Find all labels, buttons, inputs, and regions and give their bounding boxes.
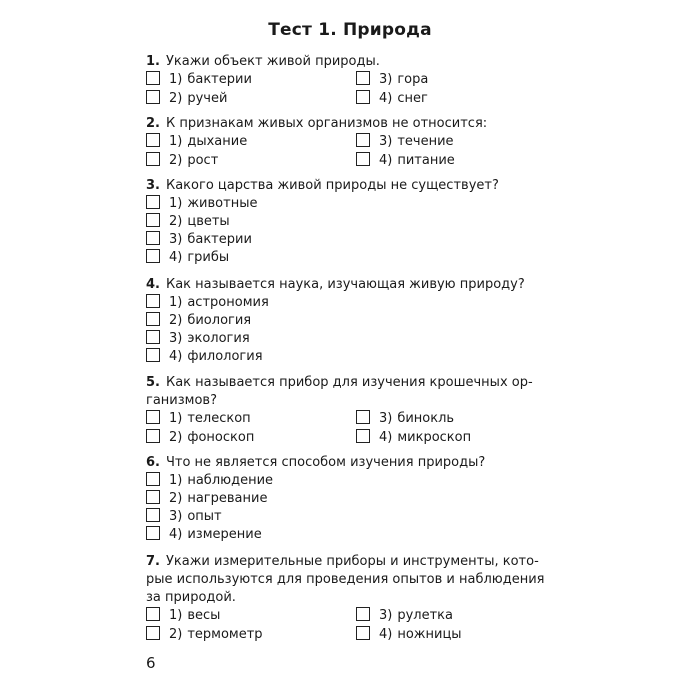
option-2[interactable]: 2) нагревание	[146, 490, 267, 508]
option-4[interactable]: 4) измерение	[146, 526, 262, 544]
checkbox[interactable]	[146, 410, 160, 424]
option-label: ручей	[187, 91, 228, 106]
option-1[interactable]: 1) весы	[146, 607, 220, 625]
option-label: нагревание	[187, 491, 268, 506]
checkbox[interactable]	[356, 626, 370, 640]
option-label: ножницы	[397, 627, 462, 642]
question-number: 2.	[146, 116, 160, 131]
option-label: бактерии	[187, 232, 252, 247]
question-prompt: Какого царства живой природы не существует?	[165, 178, 499, 193]
options	[146, 133, 566, 171]
option-label: животные	[187, 196, 258, 211]
question-prompt-line-1: Укажи измерительные приборы и инструменты, кото-	[165, 554, 539, 569]
checkbox[interactable]	[146, 490, 160, 504]
question-number: 5.	[146, 375, 160, 390]
question-prompt-line-3: за природой.	[146, 590, 236, 605]
page-title: Тест 1. Природа	[268, 20, 432, 40]
question-text	[146, 115, 566, 133]
checkbox[interactable]	[146, 90, 160, 104]
option-label: рост	[187, 153, 219, 168]
checkbox[interactable]	[146, 508, 160, 522]
options	[146, 71, 566, 109]
checkbox[interactable]	[146, 472, 160, 486]
checkbox[interactable]	[146, 71, 160, 85]
question-1	[146, 53, 566, 109]
question-prompt: Укажи объект живой природы.	[165, 54, 380, 69]
option-label: снег	[397, 91, 428, 106]
checkbox[interactable]	[146, 312, 160, 326]
option-2[interactable]: 2) биология	[146, 312, 251, 330]
option-2[interactable]: 2) ручей	[146, 90, 227, 108]
option-label: измерение	[187, 527, 262, 542]
checkbox[interactable]	[146, 294, 160, 308]
options	[146, 607, 566, 645]
checkbox[interactable]	[146, 133, 160, 147]
question-prompt-line-2: рые используются для проведения опытов и наблюдения	[146, 572, 545, 587]
option-3[interactable]: 3) течение	[356, 133, 454, 151]
option-4[interactable]: 4) снег	[356, 90, 428, 108]
option-label: бактерии	[187, 72, 252, 87]
checkbox[interactable]	[356, 90, 370, 104]
option-label: наблюдение	[187, 473, 274, 488]
checkbox[interactable]	[356, 607, 370, 621]
question-3	[146, 177, 566, 269]
checkbox[interactable]	[146, 429, 160, 443]
question-number: 1.	[146, 54, 160, 69]
option-3[interactable]: 3) рулетка	[356, 607, 453, 625]
option-label: термометр	[187, 627, 263, 642]
checkbox[interactable]	[146, 526, 160, 540]
option-1[interactable]: 1) бактерии	[146, 71, 252, 89]
question-prompt: Что не является способом изучения природы?	[165, 455, 486, 470]
options	[146, 294, 566, 368]
option-label: течение	[397, 134, 454, 149]
question-text	[146, 454, 566, 472]
question-number: 3.	[146, 178, 160, 193]
question-prompt: К признакам живых организмов не относится:	[165, 116, 488, 131]
options	[146, 410, 566, 448]
question-4	[146, 276, 566, 368]
question-text	[146, 276, 566, 294]
option-3[interactable]: 3) бинокль	[356, 410, 454, 428]
checkbox[interactable]	[356, 71, 370, 85]
option-3[interactable]: 3) бактерии	[146, 231, 252, 249]
option-label: рулетка	[397, 608, 453, 623]
options	[146, 472, 566, 546]
option-1[interactable]: 1) дыхание	[146, 133, 247, 151]
option-3[interactable]: 3) гора	[356, 71, 428, 89]
option-4[interactable]: 4) грибы	[146, 249, 229, 267]
question-5	[146, 374, 566, 448]
option-4[interactable]: 4) ножницы	[356, 626, 462, 644]
option-4[interactable]: 4) микроскоп	[356, 429, 471, 447]
question-number: 4.	[146, 277, 160, 292]
option-label: опыт	[187, 509, 222, 524]
option-label: биология	[187, 313, 252, 328]
checkbox[interactable]	[146, 626, 160, 640]
checkbox[interactable]	[146, 195, 160, 209]
question-7	[146, 553, 566, 645]
option-1[interactable]: 1) наблюдение	[146, 472, 273, 490]
option-4[interactable]: 4) филология	[146, 348, 263, 366]
question-text	[146, 53, 566, 71]
question-prompt-line-2: ганизмов?	[146, 393, 217, 408]
options	[146, 195, 566, 269]
checkbox[interactable]	[146, 213, 160, 227]
question-text	[146, 374, 566, 392]
option-label: дыхание	[187, 134, 248, 149]
option-label: телескоп	[187, 411, 251, 426]
option-label: бинокль	[397, 411, 455, 426]
question-number: 6.	[146, 455, 160, 470]
checkbox[interactable]	[146, 152, 160, 166]
option-1[interactable]: 1) животные	[146, 195, 257, 213]
checkbox[interactable]	[356, 429, 370, 443]
option-label: экология	[187, 331, 250, 346]
option-4[interactable]: 4) питание	[356, 152, 455, 170]
page-number: 6	[146, 654, 156, 672]
checkbox[interactable]	[146, 330, 160, 344]
option-label: грибы	[187, 250, 230, 265]
question-text	[146, 553, 566, 571]
option-label: цветы	[187, 214, 230, 229]
option-2[interactable]: 2) цветы	[146, 213, 230, 231]
question-6	[146, 454, 566, 546]
question-2	[146, 115, 566, 171]
option-label: весы	[187, 608, 221, 623]
option-3[interactable]: 3) опыт	[146, 508, 222, 526]
option-2[interactable]: 2) термометр	[146, 626, 263, 644]
option-2[interactable]: 2) фоноскоп	[146, 429, 254, 447]
question-prompt-line-1: Как называется прибор для изучения крошечных ор-	[165, 375, 533, 390]
option-1[interactable]: 1) телескоп	[146, 410, 251, 428]
option-label: гора	[397, 72, 429, 87]
checkbox[interactable]	[146, 231, 160, 245]
option-3[interactable]: 3) экология	[146, 330, 250, 348]
checkbox[interactable]	[146, 249, 160, 263]
checkbox[interactable]	[356, 152, 370, 166]
checkbox[interactable]	[356, 133, 370, 147]
checkbox[interactable]	[146, 607, 160, 621]
checkbox[interactable]	[146, 348, 160, 362]
option-label: микроскоп	[397, 430, 472, 445]
option-2[interactable]: 2) рост	[146, 152, 218, 170]
option-1[interactable]: 1) астрономия	[146, 294, 269, 312]
question-prompt: Как называется наука, изучающая живую природу?	[165, 277, 525, 292]
option-label: филология	[187, 349, 263, 364]
option-label: питание	[397, 153, 455, 168]
question-number: 7.	[146, 554, 160, 569]
checkbox[interactable]	[356, 410, 370, 424]
option-label: астрономия	[187, 295, 269, 310]
option-label: фоноскоп	[187, 430, 255, 445]
question-text	[146, 177, 566, 195]
